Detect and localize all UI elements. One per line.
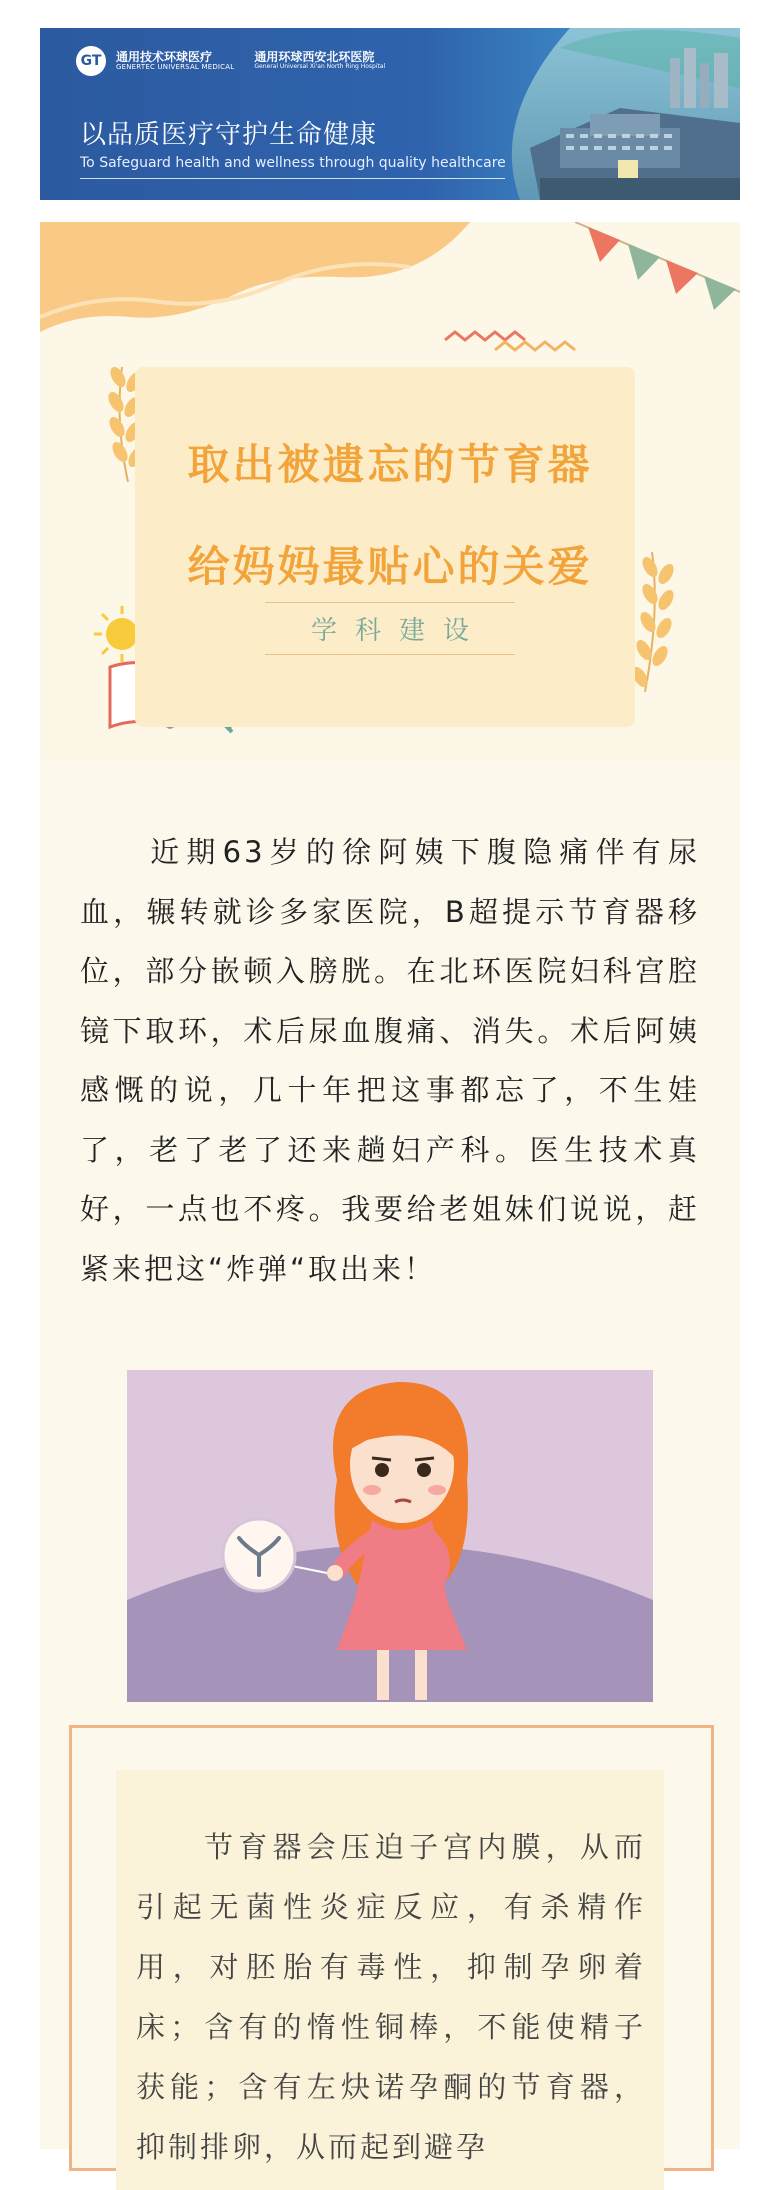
flag-icon [588, 227, 620, 262]
paragraph-1-text: 近期63岁的徐阿姨下腹隐痛伴有尿血，辗转就诊多家医院，B超提示节育器移位，部分嵌顿入膀胱。在北环医院妇科宫腔镜下取环，术后尿血腹痛、消失。术后阿姨感慨的说，几十年把这事都忘了，不生娃了，老了老了还来趟妇产科。医生技术真好，一点也不疼。我要给老姐妹们说说，赶紧来把这“炸弹“取出来！ [80, 835, 700, 1286]
info-card-inner [116, 1770, 664, 2190]
hospital-name-en: General Universal Xi'an North Ring Hospital [254, 63, 386, 71]
group-name-en: GENERTEC UNIVERSAL MEDICAL [116, 62, 235, 71]
subject-bottom-line [265, 654, 515, 655]
slogan-en: To Safeguard health and wellness through quality healthcare [80, 155, 506, 171]
group-name-cn: 通用技术环球医疗 [116, 49, 213, 64]
group-name [116, 51, 234, 72]
slogan-cn: 以品质医疗守护生命健康 [80, 120, 378, 150]
article-section [40, 762, 740, 2164]
cover-title-line1: 取出被遗忘的节育器 [187, 440, 593, 489]
banner-logo-group [76, 46, 385, 76]
hospital-name-cn: 通用环球西安北环医院 [254, 50, 375, 65]
article-paragraph-2 [136, 1817, 646, 2177]
cover-title-line2: 给妈妈最贴心的关爱 [187, 542, 593, 591]
cover-illustration [40, 222, 740, 762]
hospital-name [254, 51, 385, 71]
hospital-building-photo [500, 28, 740, 200]
gt-logo-icon: GT [76, 46, 106, 76]
subject-top-line [265, 602, 515, 603]
hospital-banner [40, 28, 740, 200]
woman-illustration [127, 1370, 653, 1702]
info-card [69, 1725, 714, 2171]
slogan-divider [80, 178, 505, 179]
article-paragraph-1 [80, 823, 700, 1299]
subject-label: 学科建设 [310, 616, 487, 646]
paragraph-2-text: 节育器会压迫子宫内膜，从而引起无菌性炎症反应，有杀精作用，对胚胎有毒性，抑制孕卵着床；含有的惰性铜棒，不能使精子获能；含有左炔诺孕酮的节育器，抑制排卵，从而起到避孕 [136, 1830, 646, 2164]
